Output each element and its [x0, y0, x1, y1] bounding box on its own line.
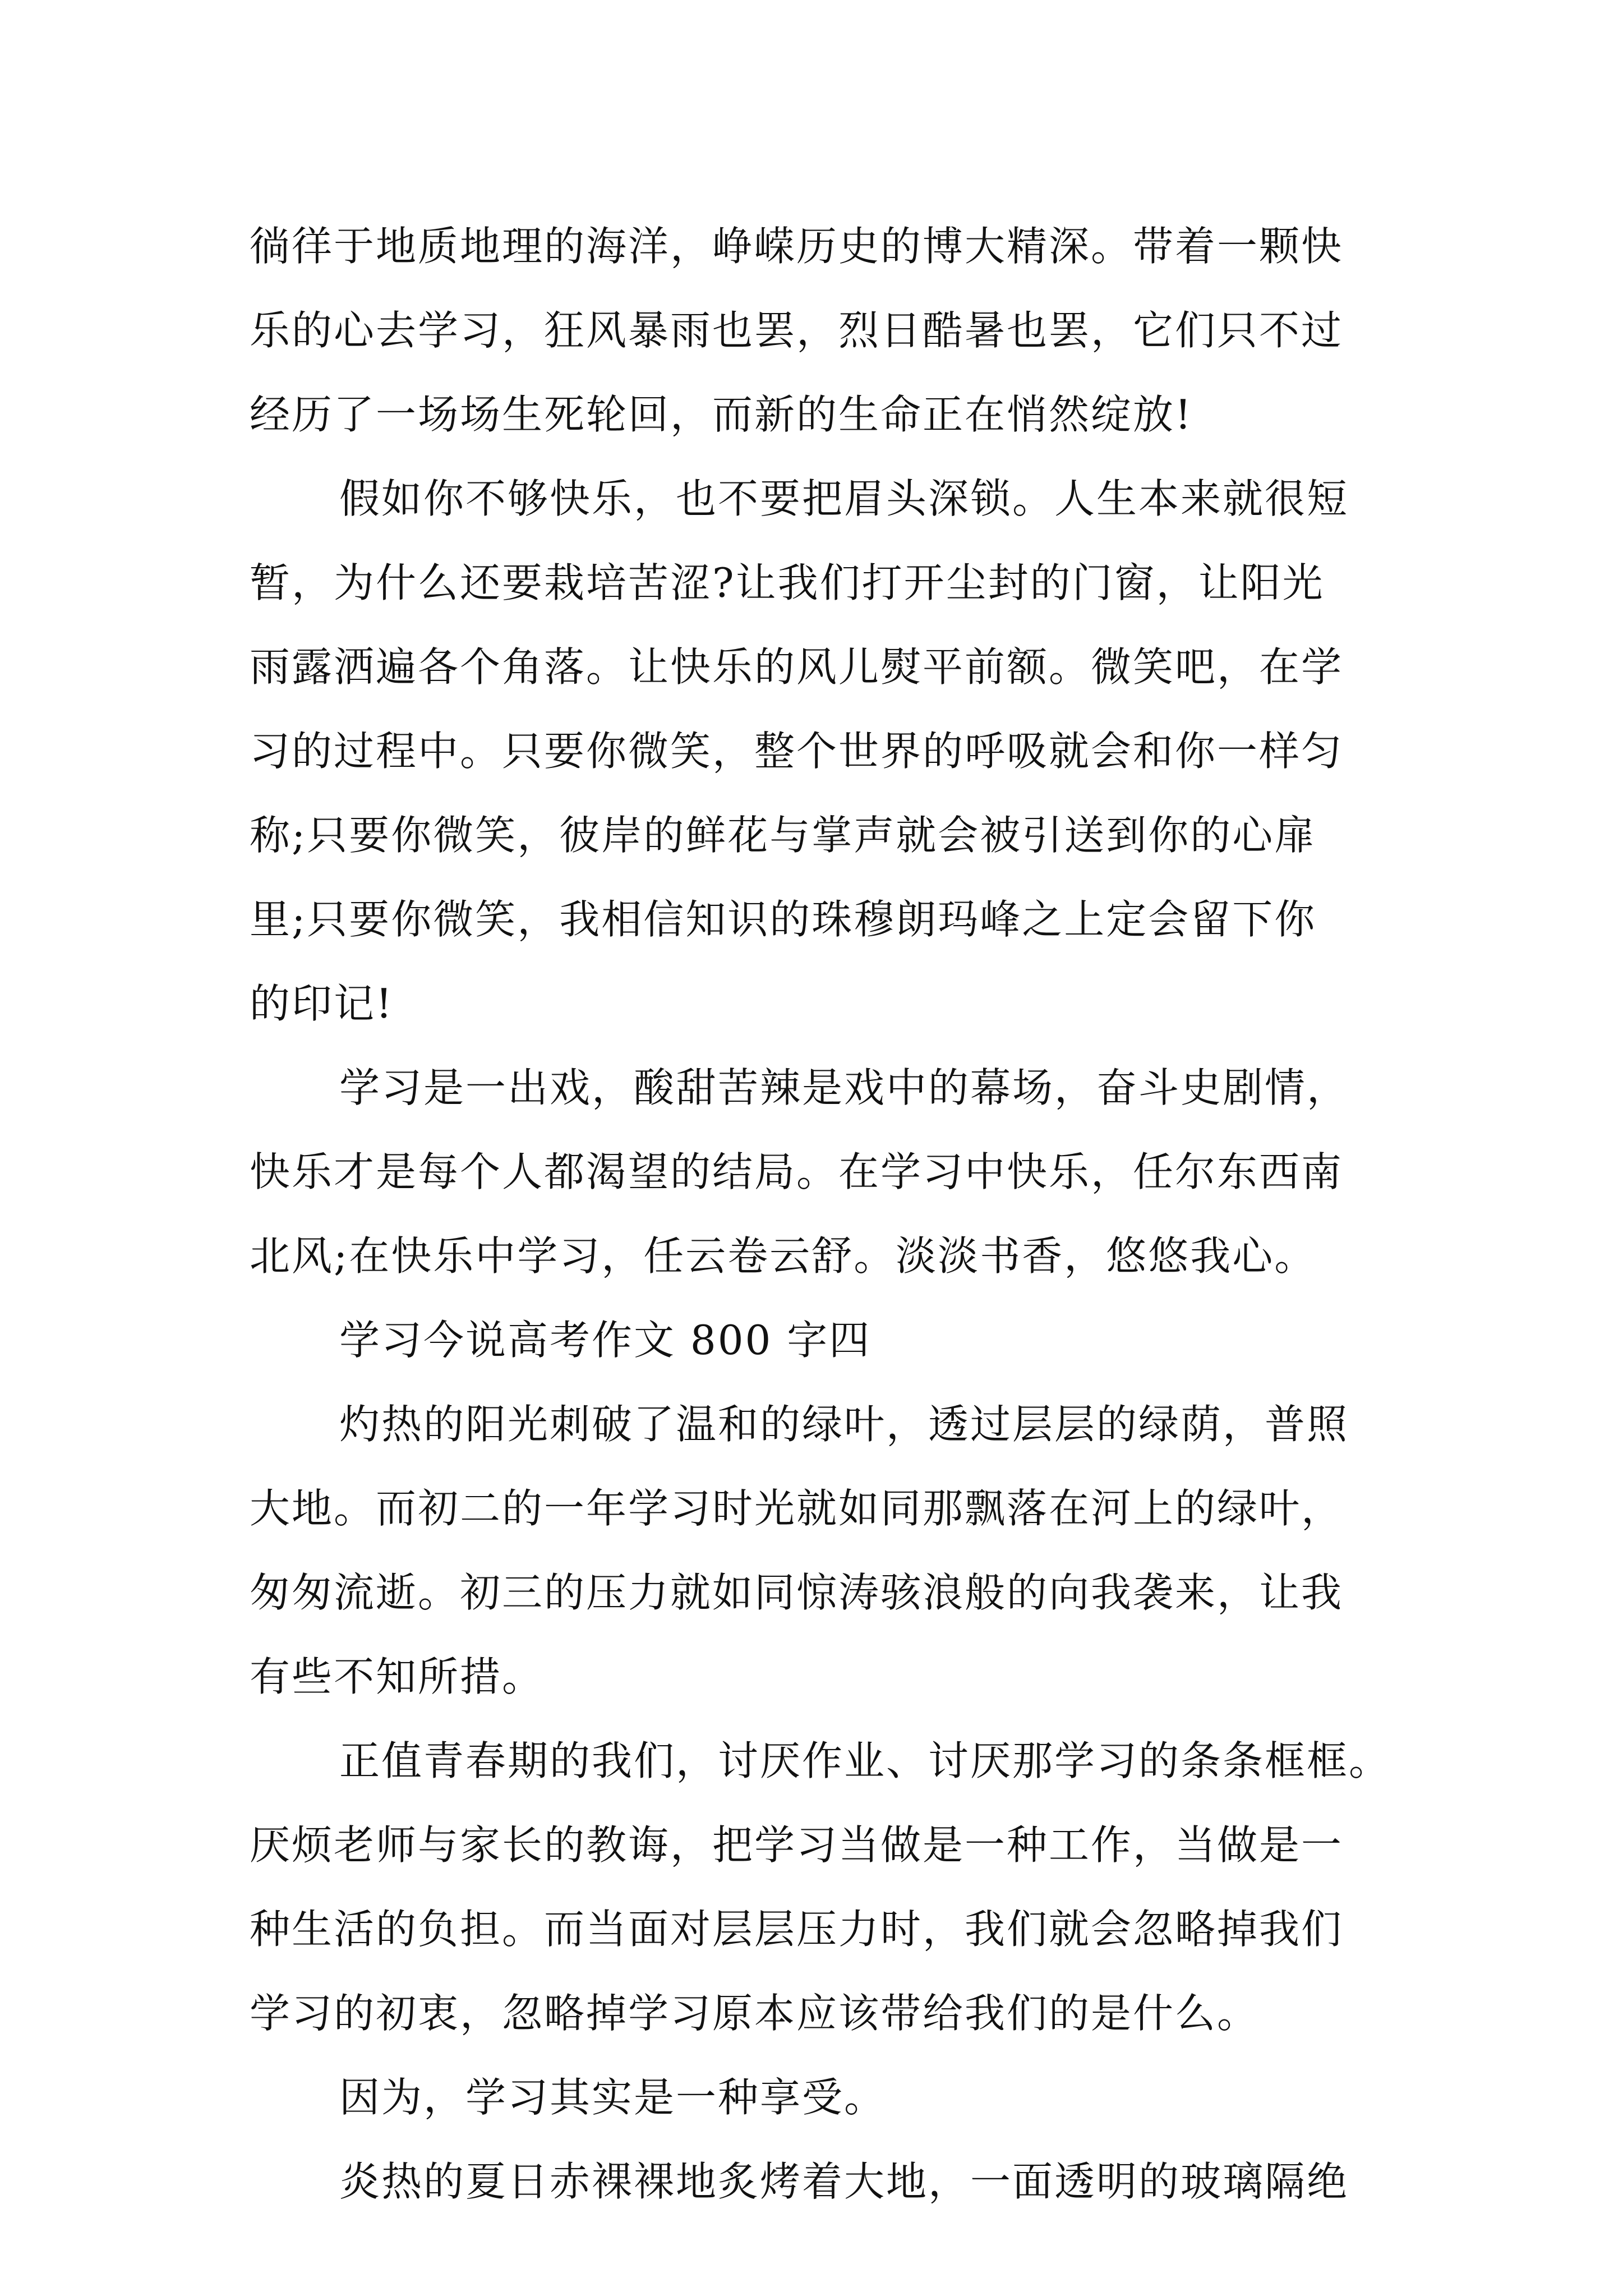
document-body: [250, 204, 1391, 2224]
text-line: 匆匆流逝。初三的压力就如同惊涛骇浪般的向我袭来，让我: [250, 1569, 1344, 1616]
text-line: 的印记!: [250, 980, 394, 1027]
text-line: 乐的心去学习，狂风暴雨也罢，烈日酷暑也罢，它们只不过: [250, 307, 1344, 354]
text-line: 北风;在快乐中学习，任云卷云舒。淡淡书香，悠悠我心。: [250, 1232, 1317, 1280]
text-line: 灼热的阳光刺破了温和的绿叶，透过层层的绿荫，普照: [339, 1401, 1349, 1448]
text-line: 学习是一出戏，酸甜苦辣是戏中的幕场，奋斗史剧情，: [339, 1064, 1349, 1111]
text-line: 厌烦老师与家长的教诲，把学习当做是一种工作，当做是一: [250, 1821, 1344, 1869]
text-line: 学习的初衷，忽略掉学习原本应该带给我们的是什么。: [250, 1990, 1260, 2037]
text-line: 假如你不够快乐，也不要把眉头深锁。人生本来就很短: [339, 475, 1349, 522]
text-line: 雨露洒遍各个角落。让快乐的风儿熨平前额。微笑吧，在学: [250, 643, 1344, 691]
text-line: 正值青春期的我们，讨厌作业、讨厌那学习的条条框框。: [339, 1737, 1391, 1784]
text-line: 因为，学习其实是一种享受。: [339, 2074, 887, 2121]
text-line: 里;只要你微笑，我相信知识的珠穆朗玛峰之上定会留下你: [250, 896, 1317, 943]
text-line: 大地。而初二的一年学习时光就如同那飘落在河上的绿叶，: [250, 1485, 1344, 1532]
text-line: 种生活的负担。而当面对层层压力时，我们就会忽略掉我们: [250, 1906, 1344, 1953]
text-line: 习的过程中。只要你微笑，整个世界的呼吸就会和你一样匀: [250, 728, 1344, 775]
text-line: 快乐才是每个人都渴望的结局。在学习中快乐，任尔东西南: [250, 1148, 1344, 1195]
text-line: 学习今说高考作文 800 字四: [339, 1317, 872, 1364]
text-line: 有些不知所措。: [250, 1653, 545, 1700]
text-line: 称;只要你微笑，彼岸的鲜花与掌声就会被引送到你的心扉: [250, 812, 1317, 859]
text-line: 徜徉于地质地理的海洋，峥嵘历史的博大精深。带着一颗快: [250, 223, 1344, 270]
text-line: 经历了一场场生死轮回，而新的生命正在悄然绽放!: [250, 391, 1193, 438]
text-line: 炎热的夏日赤裸裸地炙烤着大地，一面透明的玻璃隔绝: [339, 2158, 1349, 2205]
text-line: 暂，为什么还要栽培苦涩?让我们打开尘封的门窗，让阳光: [250, 559, 1325, 606]
